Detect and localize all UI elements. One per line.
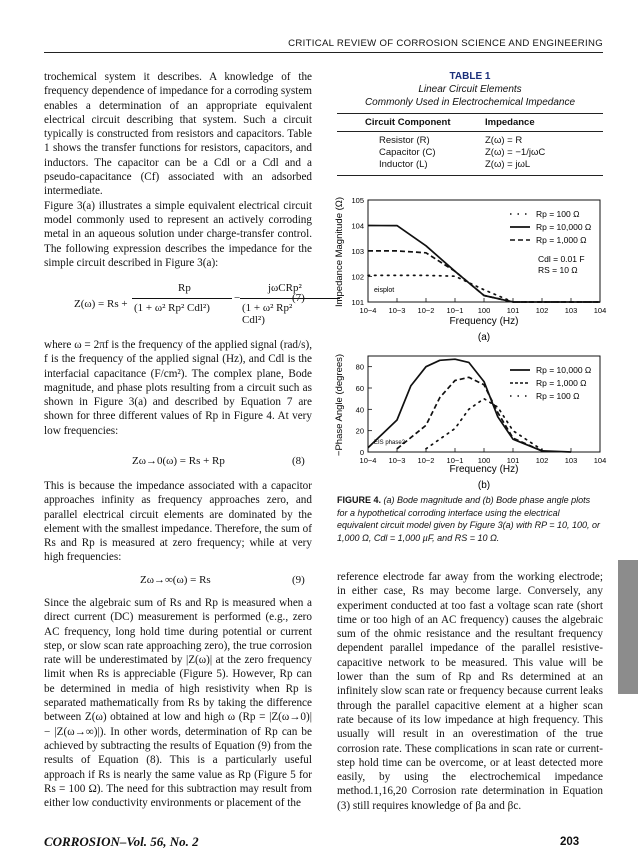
x-tick-label: 10−4 bbox=[359, 456, 377, 465]
inner-label: eisplot bbox=[374, 287, 395, 294]
y-tick-label: 60 bbox=[355, 384, 364, 393]
x-tick-label: 10−2 bbox=[417, 306, 435, 315]
y-tick-label: 102 bbox=[351, 272, 364, 282]
x-tick-label: 102 bbox=[535, 456, 549, 465]
legend bbox=[510, 209, 591, 245]
paragraph: where ω = 2πf is the frequency of the applied signal (rad/s), f is the frequency of the applied signal (Hz), and Cdl is the interfacial capacitance (F/cm²). The complex plane, Bode magnitude, and phase plots resulting from a circuit such as shown in Figure 3(a) and described by Equation 7 are shown for three different values of Rp in Figure 4. At very low frequencies: bbox=[44, 339, 312, 437]
table-header-row bbox=[337, 114, 603, 131]
table-cell: Resistor (R) bbox=[379, 135, 430, 146]
table-header-cell: Circuit Component bbox=[365, 117, 451, 128]
y-axis-label: Impedance Magnitude (Ω) bbox=[334, 196, 345, 308]
paragraph: trochemical system it describes. A knowledge of the frequency dependence of impedance for a corroding system enables a determination of an appropriate equivalent electrical circuit describing that system. Such a circuit typically is constructed from resistors and capacitors. Table 1 shows the transfer functions for resistors, capacitors, and inductors. The capacitor can be a Cdl or a Cdl and a pseudo-capacitance (Cf) associated with an adsorbed intermediate. bbox=[44, 71, 312, 198]
y-tick-label: 80 bbox=[355, 362, 364, 372]
paragraph: This is because the impedance associated with a capacitor approaches infinity as frequency approaches zero, and parallel electrical circuit elements are dominated by the element with the smallest impedance. Therefore, the sum of Rs and Rp is measured at zero frequency; while at very high frequencies: bbox=[44, 480, 312, 564]
series-line bbox=[426, 399, 542, 450]
series-line bbox=[397, 377, 542, 451]
table-cell: Z(ω) = −1/jωC bbox=[485, 147, 546, 158]
table-cell: Z(ω) = R bbox=[485, 135, 523, 146]
table-row bbox=[337, 147, 603, 159]
x-tick-label: 10−1 bbox=[446, 306, 464, 315]
y-tick-label: 20 bbox=[355, 426, 364, 436]
inner-label: EIS phase2 bbox=[374, 440, 406, 446]
eq7-num1: Rp bbox=[178, 282, 191, 294]
table-cell: Z(ω) = jωL bbox=[485, 159, 531, 170]
x-tick-label: 103 bbox=[564, 306, 578, 315]
table-cell: Inductor (L) bbox=[379, 159, 428, 170]
y-tick-label: 104 bbox=[351, 221, 364, 231]
figure-caption-text: (a) Bode magnitude and (b) Bode phase angle plots for a hypothetical corroding interface using the electrical equivalent circuit model given by Figure 3(a) with RP = 10, 100, or 1,000 Ω, Cdl = 1,000 µF, and RS = 10 Ω. bbox=[337, 495, 601, 543]
paragraph: reference electrode far away from the working electrode; in either case, Rs may become large. Conversely, any experiment conducted at too fast a voltage scan rate (short time or too high of an AC frequency) causes the algebraic sum of the ohmic resistance and the resultant frequency dependent parallel impedance of the parallel resistive-capacitive network to be measured. This value will be lower than the sum of Rp and Rs determined at an infinitely slow scan rate or frequency because current leaks through the parallel capacitive element at a higher scan rate because of its low impedance at high frequency. This usually will result in an overestimation of the true corrosion rate. These complications in scan rate or current-step hold time can be overcome, or at least detected more easily, by using the electrochemical impedance method.1,16,20 Corrosion rate determination in Equation (3) still requires knowledge of βa and βc. bbox=[337, 571, 603, 812]
y-tick-label: 101 bbox=[351, 298, 364, 307]
eq7-frac-line2 bbox=[240, 298, 340, 299]
paragraph: Since the algebraic sum of Rs and Rp is measured when a direct current (DC) measurement is performed (e.g., zero AC frequency, long hold time during potential or current step, or slow scan rate approaching zero), the true corrosion rate will be underestimated by |Z(ω)| at the zero frequency limit when Rs is appreciable (Figure 5). However, Rp can be determined in media of high resistivity when Rp is separated mathematically from Rs by taking the difference between Z(ω) obtained at low and high ω (Rp = |Z(ω→0)| − |Z(ω→∞)|). In other words, determination of Rp can be achieved by subtracting the results of Equation (9) from the results of Equation (8). This is a particularly useful approach if Rs is nearly the same value as Rp (Figure 5 for Rs = 100 Ω). The need for this subtraction may result from either low conductivity environments or placement of the bbox=[44, 597, 312, 810]
legend-entry: Rp = 100 Ω bbox=[536, 209, 580, 219]
left-column-mid bbox=[44, 338, 312, 438]
x-tick-label: 10−1 bbox=[446, 456, 464, 465]
figure-caption-label: FIGURE 4. bbox=[337, 495, 382, 505]
equation-8: Zω→0(ω) = Rs + Rp bbox=[132, 455, 225, 467]
y-tick-label: 103 bbox=[351, 247, 364, 256]
eq7-lhs: Z(ω) = Rs + bbox=[74, 298, 128, 310]
eq7-den2: (1 + ω² Rp² Cdl²) bbox=[242, 302, 293, 326]
right-column-bottom bbox=[337, 570, 603, 813]
panel-label: (a) bbox=[477, 332, 491, 343]
eq7-number: (7) bbox=[292, 292, 305, 304]
left-column-bottom bbox=[44, 596, 312, 810]
header-rule bbox=[44, 52, 603, 53]
table-title-block bbox=[337, 70, 603, 109]
eq9-number: (9) bbox=[292, 574, 305, 586]
legend-entry: Rp = 10,000 Ω bbox=[536, 222, 592, 232]
table-header-cell: Impedance bbox=[485, 117, 535, 128]
table-rule-bottom bbox=[337, 175, 603, 176]
x-tick-label: 10−2 bbox=[417, 456, 435, 465]
left-column-top bbox=[44, 70, 312, 270]
eq8-number: (8) bbox=[292, 455, 305, 467]
x-tick-label: 102 bbox=[535, 306, 549, 315]
eq7-frac-line1 bbox=[132, 298, 232, 299]
y-tick-label: 105 bbox=[351, 196, 364, 205]
left-column-mid2 bbox=[44, 479, 312, 565]
y-tick-label: 40 bbox=[355, 405, 364, 415]
equation-9: Zω→∞(ω) = Rs bbox=[140, 574, 211, 586]
eq7-num2: jωCRp² bbox=[268, 282, 302, 294]
x-tick-label: 10−3 bbox=[388, 306, 406, 315]
x-tick-label: 10−4 bbox=[359, 306, 377, 315]
eq7-den1: (1 + ω² Rp² Cdl²) bbox=[134, 302, 210, 314]
table-row bbox=[337, 159, 603, 171]
table-cell: Capacitor (C) bbox=[379, 147, 436, 158]
footer-page-number: 203 bbox=[560, 836, 580, 848]
figure-caption bbox=[337, 494, 603, 544]
x-tick-label: 103 bbox=[564, 456, 578, 465]
legend-entry: Rp = 1,000 Ω bbox=[536, 235, 587, 245]
legend-entry: Rp = 10,000 Ω bbox=[536, 365, 592, 375]
x-tick-label: 104 bbox=[593, 456, 607, 465]
x-axis-label: Frequency (Hz) bbox=[449, 464, 519, 475]
x-tick-label: 10−3 bbox=[388, 456, 406, 465]
legend bbox=[510, 365, 591, 401]
x-axis-label: Frequency (Hz) bbox=[449, 316, 519, 327]
x-tick-label: 101 bbox=[506, 456, 520, 465]
annotation: RS = 10 Ω bbox=[538, 265, 578, 275]
figure-4b-chart bbox=[330, 350, 612, 492]
legend-entry: Rp = 1,000 Ω bbox=[536, 378, 587, 388]
annotation: Cdl = 0.01 F bbox=[538, 254, 585, 264]
table-title-line2: Commonly Used in Electrochemical Impedance bbox=[364, 97, 576, 108]
figure-4a-chart bbox=[330, 192, 612, 344]
table-row bbox=[337, 135, 603, 147]
equation-7 bbox=[44, 282, 312, 328]
panel-label: (b) bbox=[477, 480, 491, 491]
x-tick-label: 100 bbox=[477, 456, 491, 465]
table-1 bbox=[337, 113, 603, 176]
y-axis-label: −Phase Angle (degrees) bbox=[334, 353, 345, 457]
legend-entry: Rp = 100 Ω bbox=[536, 391, 580, 401]
table-label: TABLE 1 bbox=[449, 71, 491, 82]
eq7-minus: − bbox=[234, 292, 241, 304]
y-tick-label: 0 bbox=[359, 448, 364, 457]
x-tick-label: 100 bbox=[477, 306, 491, 315]
x-tick-label: 101 bbox=[506, 306, 520, 315]
paragraph: Figure 3(a) illustrates a simple equivalent electrical circuit model commonly used to represent an actively corroding metal in an aqueous solution under charge-transfer control. The following expression describes the impedance for the simple circuit described in Figure 3(a): bbox=[44, 199, 312, 269]
table-rule-mid bbox=[337, 131, 603, 132]
x-tick-label: 104 bbox=[593, 306, 607, 315]
side-tab-marker bbox=[618, 560, 638, 694]
footer-journal: CORROSION–Vol. 56, No. 2 bbox=[44, 834, 199, 849]
running-head: CRITICAL REVIEW OF CORROSION SCIENCE AND ENGINEERING bbox=[288, 38, 603, 49]
table-title-line1: Linear Circuit Elements bbox=[418, 84, 522, 95]
